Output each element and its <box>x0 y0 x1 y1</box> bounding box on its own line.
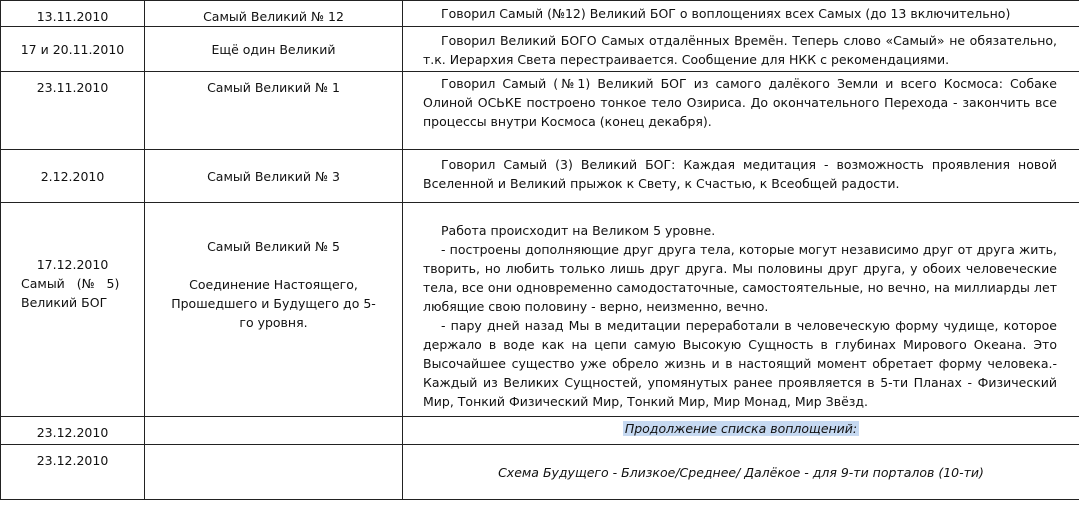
table-row <box>1 417 1079 445</box>
speaker-name: Самый Великий № 5 <box>207 239 340 254</box>
message-cell <box>403 203 1079 417</box>
speaker-cell <box>145 445 403 500</box>
speaker-cell: Самый Великий № 3 <box>145 150 403 203</box>
message-paragraph: Говорил Самый (№12) Великий БОГ о воплощениях всех Самых (до 13 включительно) <box>441 6 1011 21</box>
speaker-cell: Самый Великий № 1 <box>145 72 403 150</box>
table-row <box>1 445 1079 500</box>
highlighted-heading: Продолжение списка воплощений: <box>624 421 858 436</box>
message-paragraph: - пару дней назад Мы в медитации переработали в человеческую форму чудище, которое держало в воде как на цепи самую Высокую Сущность в глубинах Мирового Океана. Это Высочайшее существо уже обрело жизнь и в настоящий момент обретает форму человека.- Каждый из Великих Сущностей, упомянутых ранее проявляется в 5-ти Планах - Физический Мир, Тонкий Физический Мир, Тонкий Мир, Мир Монад, Мир Звёзд. <box>423 318 1057 409</box>
message-paragraph: Говорил Самый (3) Великий БОГ: Каждая медитация - возможность проявления новой Вселенной и Великий прыжок к Свету, к Счастью, к Всеобщей радости. <box>423 157 1057 191</box>
table-row <box>1 72 1079 150</box>
message-paragraph: Говорил Самый (№1) Великий БОГ из самого далёкого Земли и всего Космоса: Собаке Олиной ОСЬКЕ построено тонкое тело Озириса. До окончательного Перехода - закончить все процессы внутри Космоса (конец декабря). <box>423 76 1057 129</box>
message-paragraph: Говорил Великий БОГО Самых отдалённых Времён. Теперь слово «Самый» не обязательно, т.к. Иерархия Света перестраивается. Сообщение для НКК с рекомендациями. <box>423 33 1057 67</box>
date-cell: 2.12.2010 <box>1 150 145 203</box>
speaker-note: Соединение Настоящего, Прошедшего и Будущего до 5-го уровня. <box>171 277 376 330</box>
date-line: Великий БОГ <box>21 295 108 310</box>
speaker-cell: Ещё один Великий <box>145 27 403 72</box>
table-row <box>1 203 1079 417</box>
date-cell: 13.11.2010 <box>1 1 145 27</box>
message-paragraph: Работа происходит на Великом 5 уровне. <box>441 223 716 238</box>
message-cell: Схема Будущего - Близкое/Среднее/ Далёкое - для 9-ти порталов (10-ти) <box>403 445 1079 500</box>
date-cell: 23.12.2010 <box>1 445 145 500</box>
table-row <box>1 150 1079 203</box>
date-line: 17.12.2010 <box>36 257 109 272</box>
message-paragraph: - построены дополняющие друг друга тела, которые могут независимо друг от друга жить, творить, но любить только лишь друг друга. Мы половины друг друга, у обоих человеческие тела, все они одновременно самодостаточные, самостоятельные, но вечно, на миллиарды лет любящие свою половину - верно, неизменно, вечно. <box>423 242 1057 314</box>
speaker-cell <box>145 203 403 417</box>
date-line: Самый (№ 5) <box>21 276 120 291</box>
message-cell <box>403 417 1079 445</box>
message-cell <box>403 1 1079 27</box>
message-cell <box>403 27 1079 72</box>
message-cell <box>403 150 1079 203</box>
speaker-cell: Самый Великий № 12 <box>145 1 403 27</box>
date-cell: 23.12.2010 <box>1 417 145 445</box>
date-cell: 23.11.2010 <box>1 72 145 150</box>
date-cell <box>1 203 145 417</box>
date-cell: 17 и 20.11.2010 <box>1 27 145 72</box>
message-cell <box>403 72 1079 150</box>
table-row <box>1 27 1079 72</box>
speaker-cell <box>145 417 403 445</box>
table-row <box>1 1 1079 27</box>
